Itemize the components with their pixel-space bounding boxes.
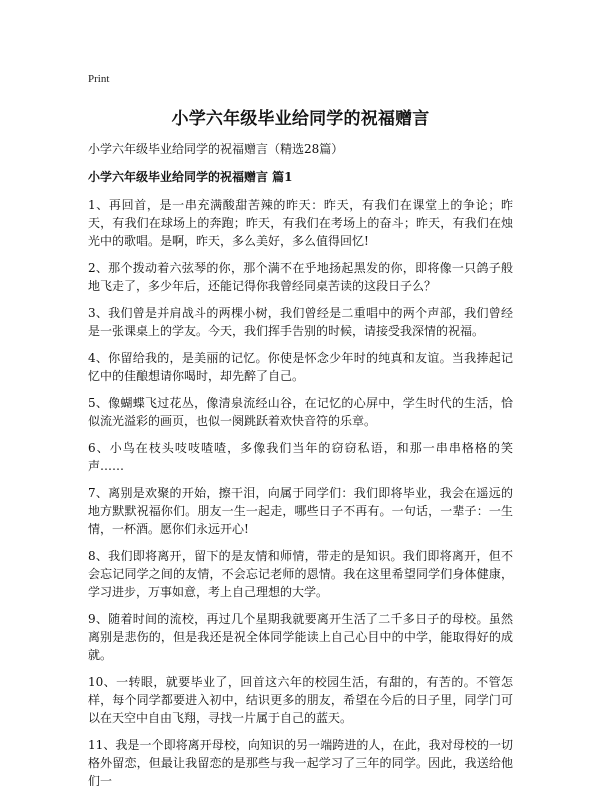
paragraph-5: 5、像蝴蝶飞过花丛，像清泉流经山谷，在记忆的心屏中，学生时代的生活，恰似流光溢彩的画页，也似一阕跳跃着欢快音符的乐章。 [88, 396, 513, 428]
paragraph-8: 8、我们即将离开，留下的是友情和师情，带走的是知识。我们即将离开，但不会忘记同学之间的友情，不会忘记老师的恩情。我在这里希望同学们身体健康，学习进步，万事如意，考上自己理想的大学。 [88, 549, 513, 599]
document-title: 小学六年级毕业给同学的祝福赠言 [171, 109, 430, 129]
paragraph-6: 6、小鸟在枝头吱吱喳喳，多像我们当年的窃窃私语，和那一串串格格的笑声…… [88, 441, 513, 473]
paragraph-1: 1、再回首，是一串充满酸甜苦辣的昨天：昨天，有我们在课堂上的争论；昨天，有我们在球场上的奔跑；昨天，有我们在考场上的奋斗；昨天，有我们在烛光中的歌唱。是啊，昨天，多么美好，多么值得回忆! [88, 198, 513, 248]
paragraph-9: 9、随着时间的流校，再过几个星期我就要离开生活了二千多日子的母校。虽然离别是悲伤的，但是我还是祝全体同学能读上自己心目中的中学，能取得好的成就。 [88, 612, 513, 662]
paragraph-11: 11、我是一个即将离开母校，向知识的另一端跨进的人，在此，我对母校的一切格外留恋，但最让我留恋的是那些与我一起学习了三年的同学。因此，我送给他们一 [88, 738, 513, 788]
paragraph-10: 10、一转眼，就要毕业了，回首这六年的校园生活，有甜的，有苦的。不管怎样，每个同学都要进入初中，结识更多的朋友，希望在今后的日子里，同学门可以在天空中自由飞翔，寻找一片属于自己的蓝天。 [88, 675, 513, 725]
paragraph-2: 2、那个拨动着六弦琴的你，那个满不在乎地扬起黑发的你，即将像一只鸽子般地飞走了，多少年后，还能记得你我曾经同桌苦读的这段日子么？ [88, 261, 513, 293]
paragraph-3: 3、我们曾是并肩战斗的两棵小树，我们曾经是二重唱中的两个声部，我们曾经是一张课桌上的学友。今天，我们挥手告别的时候，请接受我深情的祝福。 [88, 306, 513, 338]
print-link[interactable]: Print [88, 73, 110, 85]
section-heading: 小学六年级毕业给同学的祝福赠言 篇1 [88, 170, 293, 184]
document-subtitle: 小学六年级毕业给同学的祝福赠言（精选28篇） [88, 142, 344, 156]
paragraph-4: 4、你留给我的，是美丽的记忆。你使是怀念少年时的纯真和友谊。当我捧起记忆中的佳酿想请你喝时，却先醉了自己。 [88, 351, 513, 383]
paragraph-7: 7、离别是欢聚的开始，擦干泪，向属于同学们：我们即将毕业，我会在遥远的地方默默祝福你们。朋友一生一起走，哪些日子不再有。一句话，一辈子：一生情，一杯酒。愿你们永远开心! [88, 486, 513, 536]
